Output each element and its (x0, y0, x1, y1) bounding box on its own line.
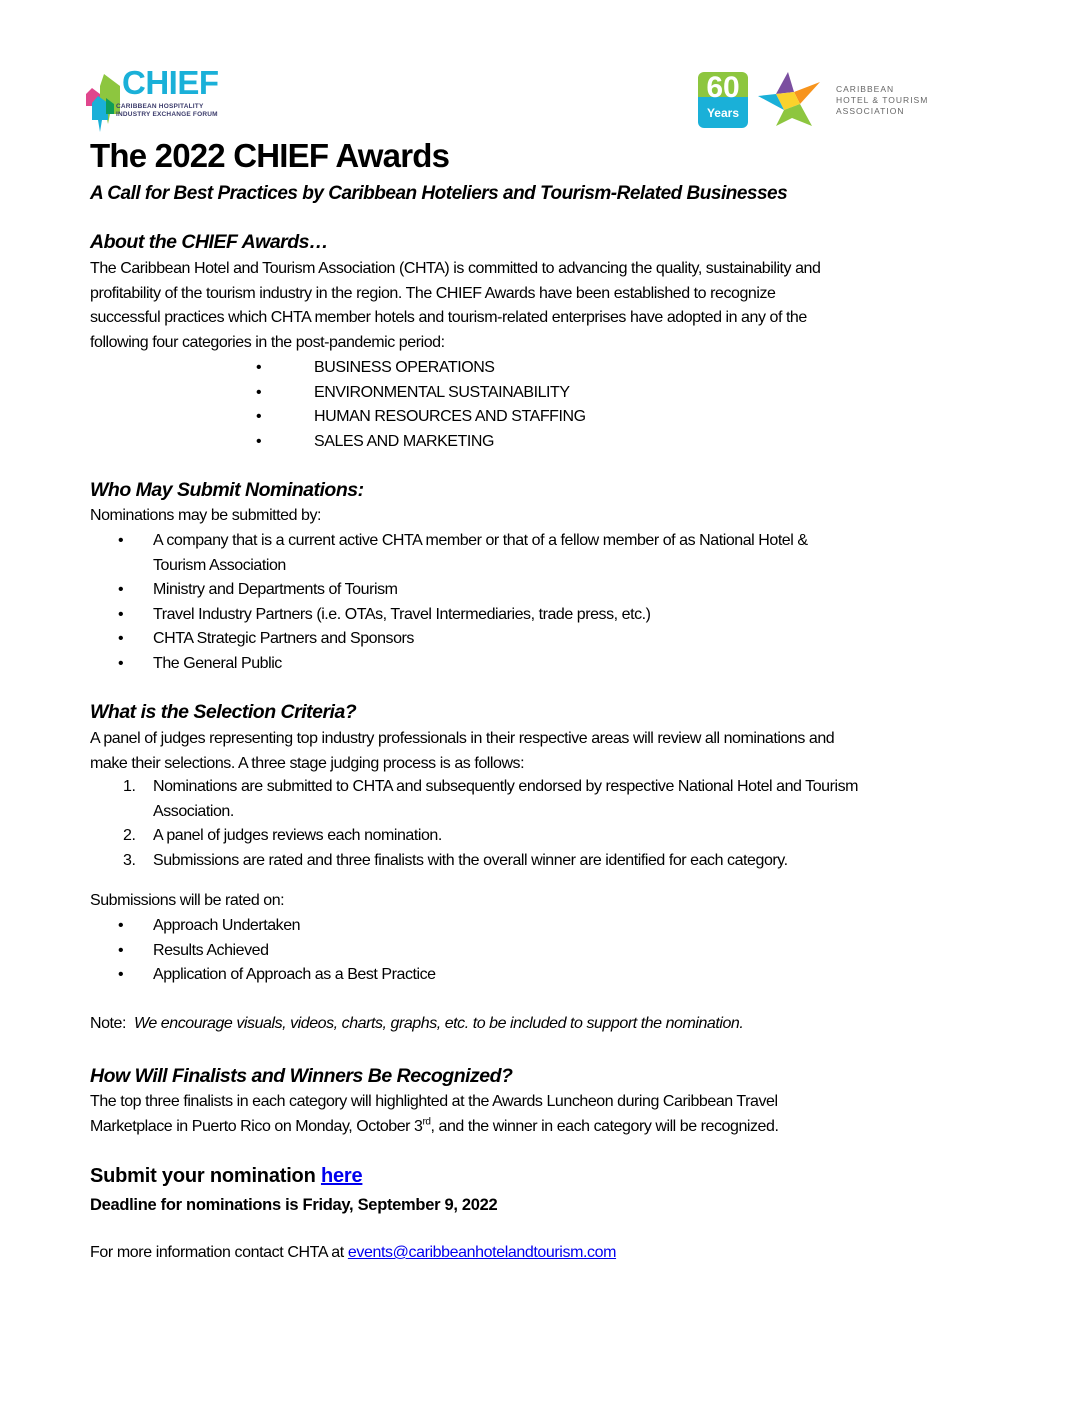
list-item: • Approach Undertaken (90, 914, 790, 939)
star-icon (754, 70, 824, 130)
recognition-paragraph: The top three finalists in each category will highlighted at the Awards Luncheon during Caribbean Travel Marketplace in Puerto Rico on Monday, October 3rd, and the winner in each category will be recognized. (90, 1093, 779, 1135)
chief-wordmark: CHIEF (122, 64, 219, 101)
note: Note: We encourage visuals, videos, charts, graphs, etc. to be included to support the nomination. (90, 1015, 744, 1032)
list-item: • Results Achieved (90, 939, 790, 964)
list-item: • HUMAN RESOURCES AND STAFFING (256, 405, 586, 430)
chief-logo (86, 66, 286, 136)
chta-logo (698, 68, 938, 132)
who-intro: Nominations may be submitted by: (90, 507, 322, 524)
list-item: 3. Submissions are rated and three finalists with the overall winner are identified for each category. (123, 851, 788, 869)
badge-label: Years (706, 106, 740, 120)
who-heading: Who May Submit Nominations: (90, 479, 364, 501)
list-item: • CHTA Strategic Partners and Sponsors (90, 627, 990, 652)
list-item: • SALES AND MARKETING (256, 430, 586, 455)
list-item: • ENVIRONMENTAL SUSTAINABILITY (256, 381, 586, 406)
submit-heading: Submit your nomination here (90, 1165, 363, 1187)
list-item: • Application of Approach as a Best Practice (90, 963, 790, 988)
list-item: • BUSINESS OPERATIONS (256, 356, 586, 381)
submit-here-link[interactable]: here (320, 1165, 363, 1187)
about-heading: About the CHIEF Awards… (90, 231, 329, 253)
deadline-text: Deadline for nominations is Friday, September 9, 2022 (90, 1196, 498, 1214)
recognition-heading: How Will Finalists and Winners Be Recognized? (90, 1065, 513, 1087)
nominators-list (90, 529, 990, 676)
list-item: 2. A panel of judges reviews each nomination. (123, 827, 442, 844)
judging-steps (90, 775, 1020, 873)
rated-intro: Submissions will be rated on: (90, 892, 285, 909)
criteria-heading: What is the Selection Criteria? (90, 701, 357, 723)
chief-subline: CARIBBEAN HOSPITALITY INDUSTRY EXCHANGE FORUM (116, 103, 218, 118)
list-item: • Ministry and Departments of Tourism (90, 578, 990, 603)
contact-email-link[interactable]: events@caribbeanhotelandtourism.com (347, 1244, 617, 1261)
contact-line: For more information contact CHTA at events@caribbeanhotelandtourism.com (90, 1244, 617, 1261)
list-item: • Travel Industry Partners (i.e. OTAs, Travel Intermediaries, trade press, etc.) (90, 603, 990, 628)
list-item: • The General Public (90, 652, 990, 677)
badge-number: 60 (706, 71, 740, 104)
page-subtitle: A Call for Best Practices by Caribbean Hoteliers and Tourism-Related Businesses (90, 183, 788, 204)
list-item: 1. Nominations are submitted to CHTA and subsequently endorsed by respective National Hotel and Tourism Association. (123, 778, 859, 820)
rating-list (90, 914, 790, 988)
chta-name: CARIBBEAN HOTEL & TOURISM ASSOCIATION (836, 84, 929, 116)
categories-list (256, 356, 586, 454)
about-paragraph: The Caribbean Hotel and Tourism Association (CHTA) is committed to advancing the quality, sustainability and profitability of the tourism industry in the region. The CHIEF Awards have been established to recognize successful practices which CHTA member hotels and tourism-related enterprises have adopted in any of the following four categories in the post-pandemic period: (90, 260, 821, 351)
page-title: The 2022 CHIEF Awards (90, 137, 450, 174)
list-item: • A company that is a current active CHTA member or that of a fellow member of as National Hotel & Tourism Association (90, 529, 990, 578)
criteria-paragraph: A panel of judges representing top industry professionals in their respective areas will review all nominations and make their selections. A three stage judging process is as follows: (90, 730, 835, 772)
